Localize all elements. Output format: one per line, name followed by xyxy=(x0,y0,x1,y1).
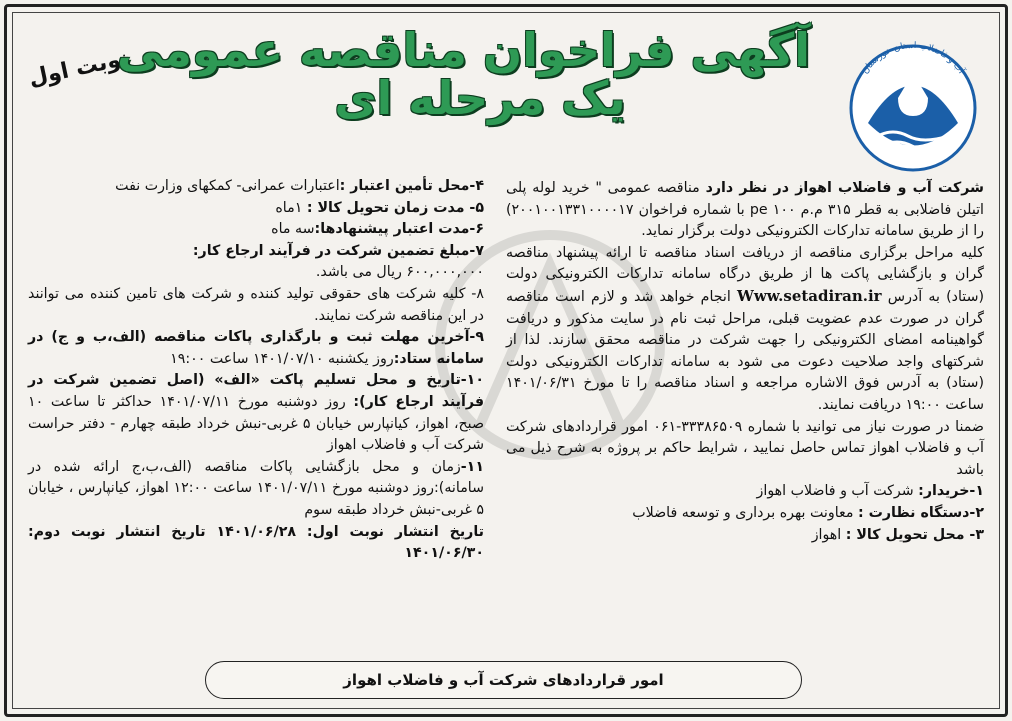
item-value: ۱ماه xyxy=(275,199,307,216)
logo-ring-text: آب و فاضلاب استان خوزستان xyxy=(860,40,966,76)
item-envelope-a xyxy=(28,370,484,456)
publish-dates: تاریخ انتشار نوبت اول: ۱۴۰۱/۰۶/۲۸ تاریخ انتشار نوبت دوم: ۱۴۰۱/۰۶/۳۰ xyxy=(28,523,484,562)
intro-text: مناقصه عمومی " خرید لوله پلی اتیلن فاضلابی به قطر ۳۱۵ م.م ۱۰۰ pe با شماره فراخوان ۲۰۰۱۰۰۱۳۳۱۰۰۰۰۱۷) را از طریق سامانه تدارکات الکترونیکی دولت برگزار نماید. xyxy=(506,180,984,240)
item-deadline xyxy=(28,327,484,370)
procedure-text-b: انجام خواهد شد و لازم است مناقصه گران در صورت عدم عضویت قبلی، مراحل ثبت نام در سایت مذکور و دریافت گواهینامه امضای الکترونیکی را جهت شرکت در مناقصه محقق سازند. لذا از شرکتهای واجد صلاحیت دعوت می شود به سامانه تدارکات الکترونیکی دولت (ستاد) به آدرس فوق الاشاره مراجعه و اسناد مناقصه را تا مورخ ۱۴۰۱/۰۶/۳۱ ساعت ۱۹:۰۰ دریافت نمایند. xyxy=(506,288,984,413)
item-label: ۷-مبلغ تضمین شرکت در فرآیند ارجاع کار: xyxy=(192,242,484,259)
intro-company: شرکت آب و فاضلاب اهواز در نظر دارد xyxy=(705,180,984,196)
item-value: ۶۰۰,۰۰۰,۰۰۰ ریال می باشد. xyxy=(315,264,484,281)
item-label: ۶-مدت اعتبار پیشنهادها: xyxy=(314,221,484,238)
item-label: ۱۰-تاریخ و محل تسلیم پاکت «الف» (اصل تضمین شرکت در فرآیند ارجاع کار): xyxy=(28,372,484,410)
item-label: ۱-خریدار: xyxy=(918,483,984,500)
title-line-2: یک مرحله ای xyxy=(334,71,626,126)
intro-paragraph xyxy=(506,178,984,243)
item-value: زمان و محل بازگشایی پاکات مناقصه (الف،ب،ج ارائه شده در سامانه):روز دوشنبه مورخ ۱۴۰۱/۰۷/۱۱ ساعت ۱۲:۰۰ اهواز، کیانپارس ، خیابان ۵ غربی-نبش خرداد طبقه سوم xyxy=(28,458,485,518)
item-funding xyxy=(28,176,484,198)
item-label: ۵- مدت زمان تحویل کالا : xyxy=(306,199,484,216)
item-value: اعتبارات عمرانی- کمکهای وزارت نفت xyxy=(115,178,340,194)
item-label: ۱۱- xyxy=(460,458,484,475)
item-supervisor xyxy=(506,503,984,525)
left-column xyxy=(28,176,484,565)
item-delivery-time xyxy=(28,198,484,220)
item-value: معاونت بهره برداری و توسعه فاضلاب xyxy=(632,504,858,521)
title-line-1: آگهی فراخوان مناقصه عمومی xyxy=(117,23,810,77)
item-guarantee xyxy=(28,241,484,284)
procedure-paragraph xyxy=(506,243,984,417)
item-delivery-place xyxy=(506,525,984,547)
item-value: شرکت آب و فاضلاب اهواز xyxy=(756,483,919,500)
item-value: روز یکشنبه ۱۴۰۱/۰۷/۱۰ ساعت ۱۹:۰۰ xyxy=(170,350,394,367)
item-label: ۳- محل تحویل کالا : xyxy=(845,526,984,543)
setadiran-link[interactable]: Www.setadiran.ir xyxy=(737,286,882,305)
first-turn-badge: نوبت اول xyxy=(26,45,132,92)
item-value: سه ماه xyxy=(271,221,315,238)
item-label: ۲-دستگاه نظارت : xyxy=(858,504,984,521)
item-label: ۹-آخرین مهلت ثبت و بارگذاری پاکات مناقصه (الف،ب و ج) در سامانه ستاد: xyxy=(28,329,484,367)
water-company-logo xyxy=(838,28,988,178)
item-value: ۸- کلیه شرکت های حقوقی تولید کننده و شرکت های تامین کننده می توانند در این مناقصه شرکت نمایند. xyxy=(28,285,484,324)
tender-title xyxy=(117,23,810,126)
item-value: روز دوشنبه مورخ ۱۴۰۱/۰۷/۱۱ حداکثر تا ساعت ۱۰ صبح، اهواز، کیانپارس خیابان ۵ غربی-نبش خرداد طبقه چهارم - دفتر حراست شرکت آب و فاضلاب اهواز xyxy=(28,393,485,454)
contact-paragraph: ضمنا در صورت نیاز می توانید با شماره ۳۳۳۸۶۵۰۹-۰۶۱ امور قراردادهای شرکت آب و فاضلاب اهواز تماس حاصل نمایید ، شرایط حاکم بر پروژه به شرح ذیل می باشد xyxy=(506,418,984,478)
right-column xyxy=(506,178,984,546)
item-value: اهواز xyxy=(811,526,846,543)
item-opening xyxy=(28,457,484,522)
footer-signature: امور قراردادهای شرکت آب و فاضلاب اهواز xyxy=(205,661,802,699)
item-label: ۴-محل تأمین اعتبار : xyxy=(339,178,484,194)
procedure-text-a: کلیه مراحل برگزاری مناقصه از دریافت اسناد مناقصه تا ارائه پیشنهاد مناقصه گران و بازگشایی پاکت ها از طریق درگاه سامانه تدارکات الکترونیکی دولت (ستاد) به آدرس xyxy=(506,244,984,305)
item-buyer xyxy=(506,481,984,503)
item-eligible xyxy=(28,284,484,327)
item-offer-validity xyxy=(28,219,484,241)
